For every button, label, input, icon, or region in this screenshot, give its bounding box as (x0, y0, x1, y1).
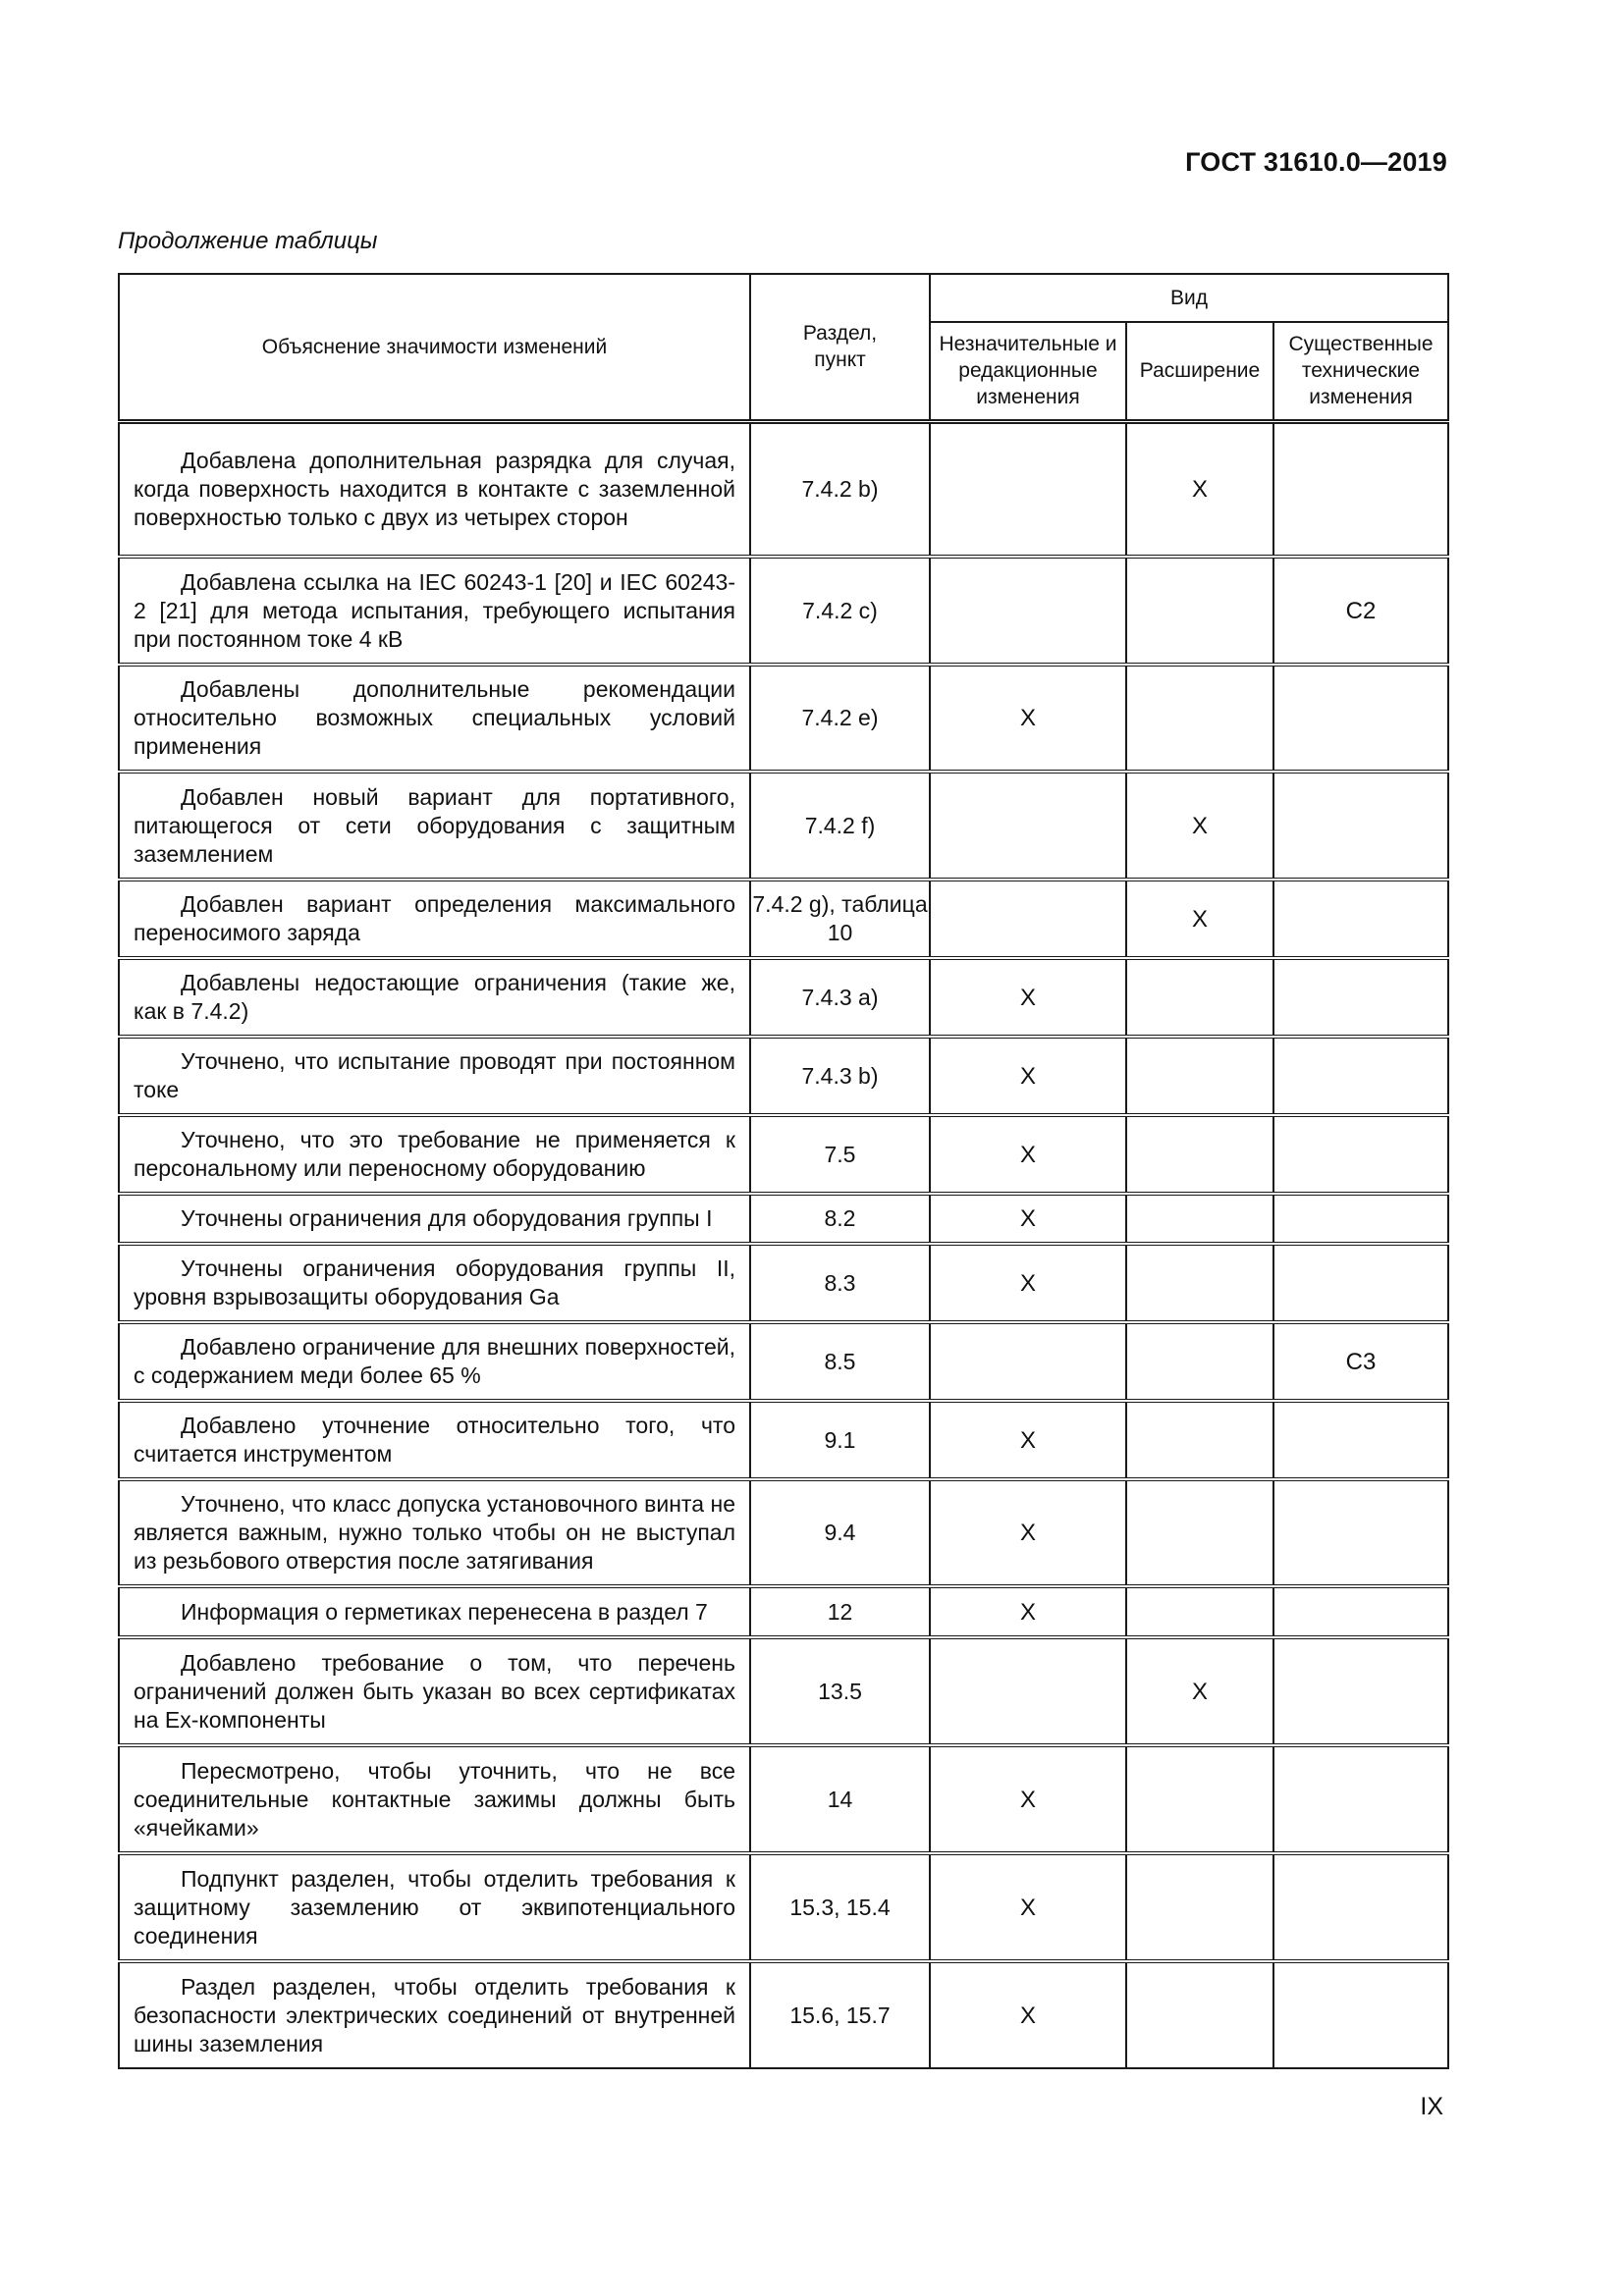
technical-change-mark (1273, 958, 1448, 1037)
change-description: Добавлен новый вариант для портативного, питающегося от сети оборудования с защитным заземлением (119, 772, 750, 880)
change-description: Пересмотрено, чтобы уточнить, что не все соединительные контактные зажимы должны быть «ячейками» (119, 1745, 750, 1853)
change-section: 7.4.3 a) (750, 958, 930, 1037)
minor-change-mark: X (930, 1586, 1126, 1637)
extension-mark (1126, 1194, 1273, 1244)
table-row (119, 958, 1448, 1037)
extension-mark (1126, 557, 1273, 665)
minor-change-mark: X (930, 1401, 1126, 1479)
change-description: Добавлены недостающие ограничения (такие же, как в 7.4.2) (119, 958, 750, 1037)
extension-mark (1126, 958, 1273, 1037)
technical-change-mark (1273, 421, 1448, 557)
technical-change-mark (1273, 1853, 1448, 1961)
minor-change-mark (930, 1322, 1126, 1401)
minor-change-mark: X (930, 1745, 1126, 1853)
technical-change-mark (1273, 1586, 1448, 1637)
minor-change-mark: X (930, 1244, 1126, 1322)
change-description: Добавлена дополнительная разрядка для случая, когда поверхность находится в контакте с заземленной поверхностью только с двух из четырех сторон (119, 421, 750, 557)
minor-change-mark (930, 421, 1126, 557)
technical-change-mark (1273, 1745, 1448, 1853)
extension-mark (1126, 1961, 1273, 2068)
minor-change-mark: X (930, 958, 1126, 1037)
minor-change-mark: X (930, 1037, 1126, 1115)
minor-change-mark (930, 880, 1126, 958)
change-description: Добавлено ограничение для внешних поверхностей, с содержанием меди более 65 % (119, 1322, 750, 1401)
change-section: 12 (750, 1586, 930, 1637)
header-section: Раздел, пункт (750, 274, 930, 421)
minor-change-mark (930, 1637, 1126, 1745)
minor-change-mark: X (930, 1115, 1126, 1194)
change-section: 7.4.3 b) (750, 1037, 930, 1115)
change-section: 15.3, 15.4 (750, 1853, 930, 1961)
change-section: 14 (750, 1745, 930, 1853)
technical-change-mark (1273, 1194, 1448, 1244)
technical-change-mark (1273, 1037, 1448, 1115)
minor-change-mark (930, 557, 1126, 665)
extension-mark: X (1126, 421, 1273, 557)
technical-change-mark (1273, 1479, 1448, 1586)
table-row (119, 421, 1448, 557)
changes-table-body (119, 421, 1448, 2068)
header-explanation: Объяснение значимости изменений (119, 274, 750, 421)
technical-change-mark (1273, 1244, 1448, 1322)
extension-mark: X (1126, 880, 1273, 958)
extension-mark (1126, 1115, 1273, 1194)
extension-mark (1126, 1479, 1273, 1586)
technical-change-mark (1273, 1961, 1448, 2068)
change-description: Уточнены ограничения оборудования группы II, уровня взрывозащиты оборудования Ga (119, 1244, 750, 1322)
change-section: 7.4.2 f) (750, 772, 930, 880)
minor-change-mark (930, 772, 1126, 880)
change-description: Подпункт разделен, чтобы отделить требования к защитному заземлению от эквипотенциального соединения (119, 1853, 750, 1961)
change-description: Добавлены дополнительные рекомендации относительно возможных специальных условий применения (119, 665, 750, 772)
extension-mark (1126, 1037, 1273, 1115)
table-row (119, 1745, 1448, 1853)
header-kind: Вид (930, 274, 1448, 322)
table-row (119, 1961, 1448, 2068)
table-row (119, 1194, 1448, 1244)
minor-change-mark: X (930, 665, 1126, 772)
table-row (119, 1322, 1448, 1401)
extension-mark: X (1126, 772, 1273, 880)
extension-mark (1126, 1401, 1273, 1479)
change-section: 8.2 (750, 1194, 930, 1244)
minor-change-mark: X (930, 1961, 1126, 2068)
change-description: Добавлен вариант определения максимального переносимого заряда (119, 880, 750, 958)
changes-table (118, 273, 1449, 2069)
table-row (119, 1853, 1448, 1961)
technical-change-mark (1273, 772, 1448, 880)
change-section: 7.5 (750, 1115, 930, 1194)
header-minor-changes: Незначительные и редакционные изменения (930, 322, 1126, 421)
header-extension: Расширение (1126, 322, 1273, 421)
technical-change-mark (1273, 1637, 1448, 1745)
extension-mark (1126, 1745, 1273, 1853)
technical-change-mark: C3 (1273, 1322, 1448, 1401)
technical-change-mark: C2 (1273, 557, 1448, 665)
document-standard-number: ГОСТ 31610.0—2019 (1185, 147, 1447, 177)
change-description: Информация о герметиках перенесена в раздел 7 (119, 1586, 750, 1637)
change-description: Добавлена ссылка на IEC 60243-1 [20] и IEC 60243-2 [21] для метода испытания, требующего испытания при постоянном токе 4 кВ (119, 557, 750, 665)
change-section: 9.1 (750, 1401, 930, 1479)
extension-mark (1126, 1322, 1273, 1401)
technical-change-mark (1273, 1115, 1448, 1194)
change-section: 7.4.2 g), таблица 10 (750, 880, 930, 958)
table-row (119, 1115, 1448, 1194)
change-description: Уточнены ограничения для оборудования группы I (119, 1194, 750, 1244)
table-continuation-caption: Продолжение таблицы (118, 228, 378, 254)
extension-mark (1126, 1244, 1273, 1322)
change-section: 8.3 (750, 1244, 930, 1322)
change-description: Уточнено, что это требование не применяется к персональному или переносному оборудованию (119, 1115, 750, 1194)
table-row (119, 557, 1448, 665)
table-row (119, 1637, 1448, 1745)
technical-change-mark (1273, 665, 1448, 772)
minor-change-mark: X (930, 1853, 1126, 1961)
change-section: 13.5 (750, 1637, 930, 1745)
extension-mark (1126, 1853, 1273, 1961)
change-section: 7.4.2 b) (750, 421, 930, 557)
change-section: 7.4.2 e) (750, 665, 930, 772)
table-row (119, 1479, 1448, 1586)
table-row (119, 1586, 1448, 1637)
extension-mark (1126, 1586, 1273, 1637)
extension-mark (1126, 665, 1273, 772)
minor-change-mark: X (930, 1479, 1126, 1586)
change-description: Уточнено, что класс допуска установочного винта не является важным, нужно только чтобы он не выступал из резьбового отверстия после затягивания (119, 1479, 750, 1586)
technical-change-mark (1273, 880, 1448, 958)
header-technical-changes: Существенные технические изменения (1273, 322, 1448, 421)
change-description: Уточнено, что испытание проводят при постоянном токе (119, 1037, 750, 1115)
change-section: 7.4.2 c) (750, 557, 930, 665)
change-description: Добавлено требование о том, что перечень ограничений должен быть указан во всех сертификатах на Ex-компоненты (119, 1637, 750, 1745)
technical-change-mark (1273, 1401, 1448, 1479)
change-section: 15.6, 15.7 (750, 1961, 930, 2068)
table-row (119, 1037, 1448, 1115)
change-description: Раздел разделен, чтобы отделить требования к безопасности электрических соединений от внутренней шины заземления (119, 1961, 750, 2068)
table-row (119, 772, 1448, 880)
change-section: 8.5 (750, 1322, 930, 1401)
minor-change-mark: X (930, 1194, 1126, 1244)
table-row (119, 665, 1448, 772)
extension-mark: X (1126, 1637, 1273, 1745)
change-section: 9.4 (750, 1479, 930, 1586)
change-description: Добавлено уточнение относительно того, что считается инструментом (119, 1401, 750, 1479)
table-row (119, 880, 1448, 958)
table-row (119, 1401, 1448, 1479)
page-number: IX (1420, 2093, 1443, 2120)
table-row (119, 1244, 1448, 1322)
